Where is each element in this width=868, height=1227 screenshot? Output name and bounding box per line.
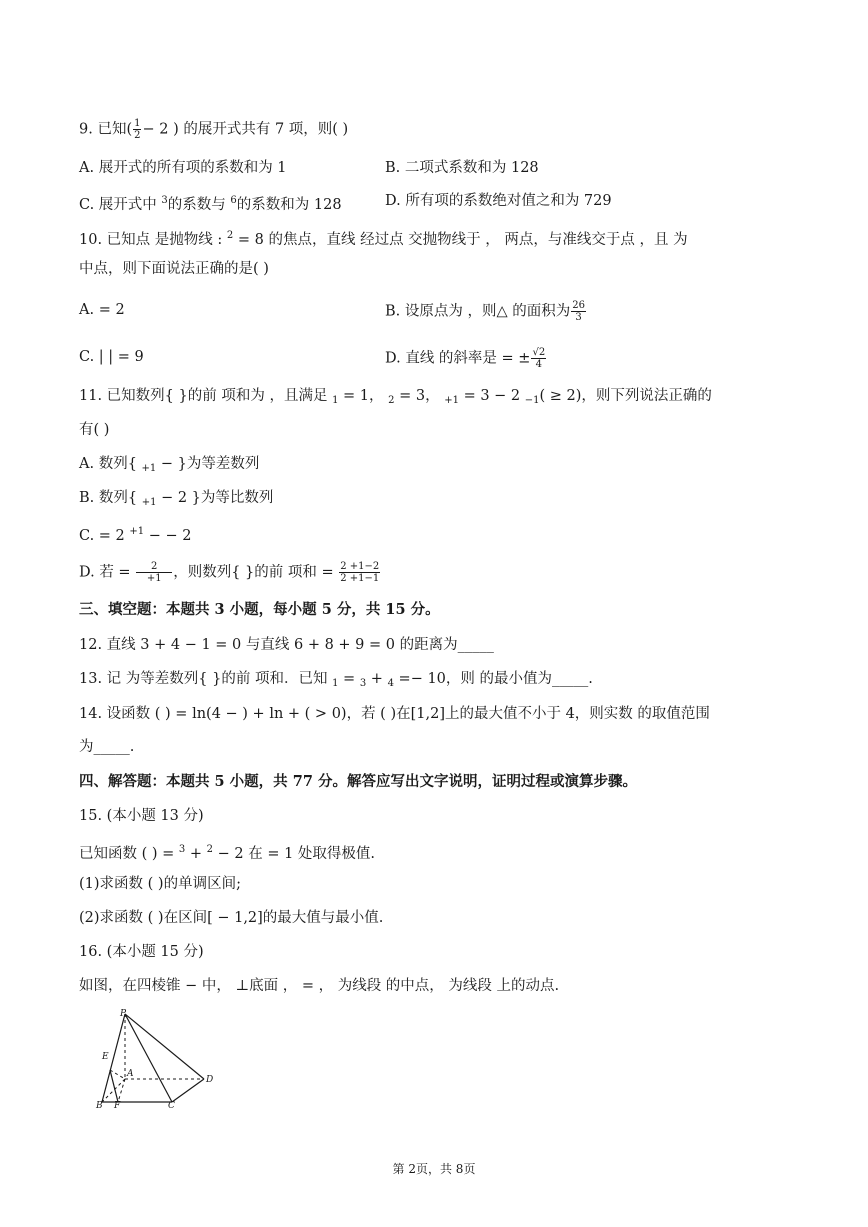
label-e: E: [102, 1052, 109, 1062]
q9-option-d: D. 所有项的系数绝对值之和为 729: [385, 193, 612, 209]
q9-option-b: B. 二项式系数和为 128: [385, 160, 539, 176]
q14-line2: 为_____.: [79, 739, 135, 755]
q11-option-b: B. 数列{ $_{+1}$ − 2 }为等比数列: [79, 490, 274, 508]
q10-optd-fraction: $\frac{√2}{4}$: [532, 347, 546, 370]
q10-stem-line2: 中点，则下面说法正确的是( ): [79, 261, 269, 277]
q14-line1: 14. 设函数 ( ) = ln(4 − ) + ln + ( > 0)，若 ( )在[1,2]上的最大值不小于 4，则实数 的取值范围: [79, 706, 710, 722]
q15-heading: 15. (本小题 13 分): [79, 808, 204, 824]
section-answer-heading: 四、解答题：本题共 5 小题，共 77 分。解答应写出文字说明，证明过程或演算步骤。: [79, 773, 637, 790]
section-fill-in-heading: 三、填空题：本题共 3 小题，每小题 5 分，共 15 分。: [79, 601, 440, 618]
q11-option-a: A. 数列{ $_{+1}$ − }为等差数列: [79, 456, 260, 474]
q10-option-a: A. = 2: [79, 302, 125, 318]
edge-cd: [172, 1079, 204, 1102]
q16-heading: 16. (本小题 15 分): [79, 944, 204, 960]
pyramid-figure: [92, 1008, 222, 1113]
q12: 12. 直线 3 + 4 − 1 = 0 与直线 6 + 8 + 9 = 0 的距离为_____: [79, 637, 494, 653]
q10-option-b: B. 设原点为 ，则△ 的面积为 $\frac{26}{3}$: [385, 300, 585, 323]
q10-stem-line1: 10. 已知点 是抛物线 : $^2$ = 8 的焦点，直线 经过点 交抛物线于 ， 两点，与准线交于点 ，且 为: [79, 230, 688, 248]
q9-option-a: A. 展开式的所有项的系数和为 1: [79, 160, 287, 176]
q15-part1: (1)求函数 ( )的单调区间;: [79, 876, 241, 892]
edge-af-hidden: [118, 1079, 125, 1102]
q9-fraction: $\frac{1}{2}$: [134, 118, 141, 141]
q11-stem-line2: 有( ): [79, 422, 110, 438]
q16-stem: 如图，在四棱锥 − 中， ⊥底面 ， = ， 为线段 的中点， 为线段 上的动点.: [79, 978, 560, 994]
q11-optd-fraction1: $\frac{2}{+1}$: [136, 561, 172, 584]
edge-pd: [125, 1014, 204, 1079]
q10-optb-fraction: $\frac{26}{3}$: [572, 300, 585, 323]
q15-stem: 已知函数 ( ) = $^3$ + $^2$ − 2 在 = 1 处取得极值.: [79, 844, 376, 862]
q13: 13. 记 为等差数列{ }的前 项和．已知 $_1$ = $_3$ + $_4$ =− 10，则 的最小值为_____.: [79, 671, 593, 689]
label-f: F: [114, 1101, 121, 1111]
q11-optd-fraction2: $\frac{2 +1-2}{2 +1-1}$: [340, 561, 380, 584]
q11-stem-line1: 11. 已知数列{ }的前 项和为 ，且满足 $_1$ = 1， $_2$ = 3， $_{+1}$ = 3 − 2 $_{-1}$( ≥ 2)，则下列说法正确的: [79, 388, 712, 406]
q10-option-d: D. 直线 的斜率是 = ± $\frac{√2}{4}$: [385, 347, 546, 370]
q11-option-d: D. 若 = $\frac{2}{+1}$ ，则数列{ }的前 项和 = $\frac{2 +1-2}{2 +1-1}$: [79, 561, 380, 584]
q9-stem: 9. 已知( $\frac{1}{2}$ − 2 ) 的展开式共有 7 项，则( ): [79, 118, 349, 141]
label-d: D: [206, 1075, 214, 1085]
label-c: C: [168, 1101, 175, 1111]
label-a: A: [127, 1069, 134, 1079]
q11-option-c: C. = 2 $^{+1}$ − − 2: [79, 526, 192, 544]
edge-ef: [110, 1070, 118, 1102]
q10-option-c: C. | | = 9: [79, 349, 144, 365]
page-footer: 第 2页，共 8页: [392, 1162, 476, 1176]
q9-option-c: C. 展开式中 $^3$的系数与 $^6$的系数和为 128: [79, 195, 342, 213]
label-b: B: [96, 1101, 103, 1111]
edge-pc: [125, 1014, 172, 1102]
q15-part2: (2)求函数 ( )在区间[ − 1,2]的最大值与最小值.: [79, 910, 384, 926]
label-p: P: [120, 1009, 127, 1019]
